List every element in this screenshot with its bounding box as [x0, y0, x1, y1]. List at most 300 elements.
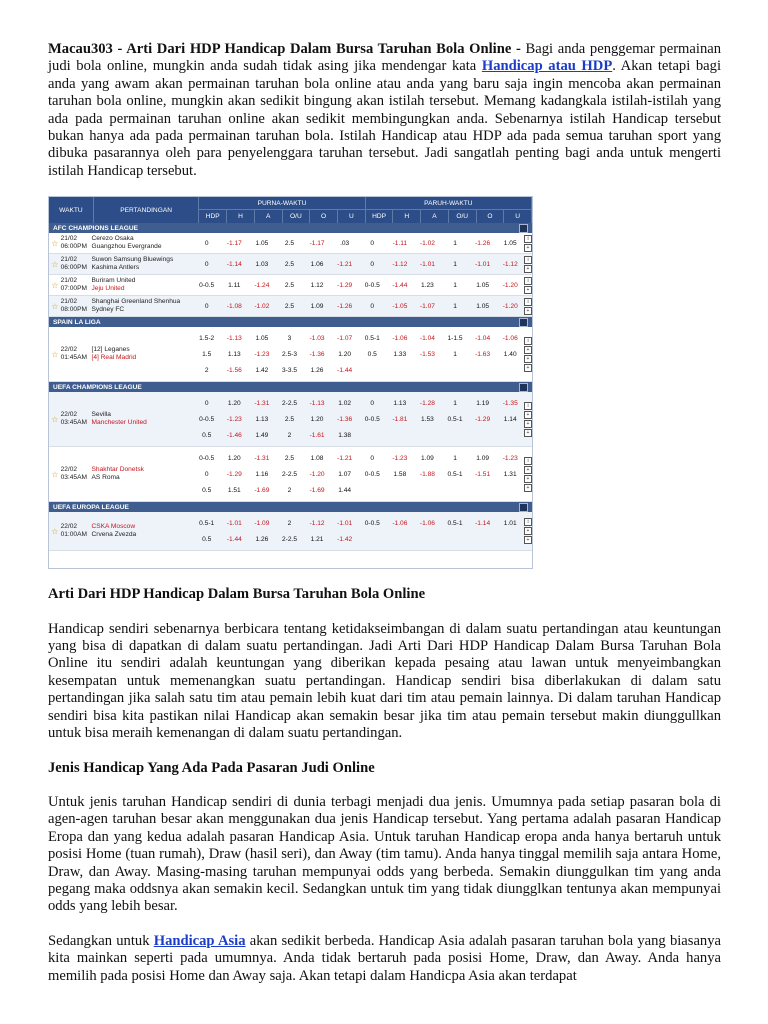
more-bets-icon[interactable]: + — [524, 536, 532, 544]
match-time — [61, 392, 92, 446]
more-bets-icon[interactable]: + — [524, 364, 532, 372]
match-row — [49, 296, 532, 317]
match-time: 06:00PM — [60, 243, 87, 251]
odds-cell: 2.5 — [284, 260, 295, 268]
match-row — [49, 392, 532, 447]
p2-post: akan sedikit berbeda. Handicap Asia adalah pasaran taruhan bola yang biasanya kita mainkan seperti pada umumnya. Anda tidak bertaruh pada posisi Home, Draw, dan Away. Anda hanya memilih pada posisi Home dan Away saja. Akan tetapi dalam Handicpa Asia akan terdapat — [48, 932, 721, 984]
odds-cell[interactable]: -1.11 — [392, 239, 408, 247]
col-pertandingan: PERTANDINGAN — [94, 197, 200, 223]
odds-cell[interactable]: 1.38 — [338, 431, 352, 439]
odds-cell[interactable]: -1.28 — [419, 399, 435, 407]
intro-text-1: Bagi anda penggemar permainan judi bola online, mungkin anda sudah tidak asing jika mendengar kata — [48, 41, 722, 75]
odds-cell: 0.5-1 — [447, 415, 463, 423]
odds-cell: 0.5 — [202, 486, 212, 494]
collapse-icon — [519, 383, 528, 392]
match-time — [61, 275, 92, 295]
odds-cell[interactable]: -1.20 — [502, 281, 518, 289]
odds-cell[interactable]: -1.17 — [226, 239, 242, 247]
info-icon[interactable]: i — [524, 337, 532, 345]
match-date: 22/02 — [60, 466, 78, 474]
odds-lines — [193, 296, 524, 316]
article — [48, 41, 721, 985]
odds-cell[interactable]: -1.44 — [337, 366, 353, 374]
odds-cell: 0-0.5 — [199, 281, 215, 289]
odds-cell[interactable]: 1.06 — [310, 260, 324, 268]
team-home: Cerezo Osaka — [91, 235, 134, 243]
odds-cell[interactable]: -1.06 — [392, 334, 408, 342]
odds-cell[interactable]: -1.69 — [254, 486, 270, 494]
odds-cell[interactable]: -1.01 — [419, 260, 435, 268]
odds-cell[interactable]: -1.12 — [502, 260, 518, 268]
match-time: 06:00PM — [60, 264, 87, 272]
odds-cell: 0 — [204, 302, 209, 310]
odds-cell[interactable]: 1.20 — [338, 350, 352, 358]
odds-cell[interactable]: -1.13 — [226, 334, 242, 342]
sub-col: U — [515, 213, 521, 221]
odds-cell: 2-2.5 — [281, 470, 297, 478]
odds-cell[interactable]: 1.26 — [310, 366, 324, 374]
league-row — [49, 382, 532, 392]
odds-cell[interactable]: -1.36 — [309, 350, 325, 358]
odds-cell[interactable]: 1.09 — [421, 454, 434, 462]
sub-col: O/U — [449, 210, 477, 223]
handicap-asia-link[interactable]: Handicap Asia — [153, 932, 246, 949]
odds-line — [193, 256, 524, 272]
group-full-subcols — [199, 210, 364, 223]
odds-cell[interactable]: -1.01 — [475, 260, 491, 268]
odds-cell[interactable]: 1.16 — [255, 470, 269, 478]
collapse-icon — [519, 224, 528, 233]
odds-cell[interactable]: -1.21 — [337, 454, 353, 462]
odds-lines — [193, 327, 524, 381]
odds-cell[interactable]: -1.04 — [475, 334, 491, 342]
team-away: [4] Real Madrid — [91, 354, 137, 362]
odds-cell: 1 — [453, 350, 457, 358]
odds-lines — [193, 233, 524, 253]
more-bets-icon[interactable]: + — [524, 484, 532, 492]
match-time: 03:45AM — [60, 419, 87, 427]
odds-cell[interactable]: -1.29 — [475, 415, 491, 423]
odds-cell: 2 — [287, 486, 292, 494]
info-icon[interactable]: i — [524, 518, 532, 526]
group-half-time — [366, 197, 532, 223]
odds-cell: 2.5 — [284, 281, 295, 289]
more-bets-icon[interactable]: + — [524, 307, 532, 315]
odds-cell[interactable]: -1.53 — [419, 350, 435, 358]
match-actions — [524, 392, 532, 446]
match-teams — [92, 233, 193, 253]
odds-cell: 1 — [453, 281, 457, 289]
info-icon[interactable]: i — [524, 235, 532, 243]
match-actions — [524, 233, 532, 253]
sub-col: A — [421, 210, 449, 223]
match-teams — [92, 254, 193, 274]
odds-line — [193, 298, 524, 314]
team-away: Sydney FC — [91, 306, 125, 314]
odds-cell[interactable]: 1.21 — [310, 535, 324, 543]
favorite-star-icon: ☆ — [51, 238, 59, 248]
more-bets-icon[interactable]: + — [524, 420, 532, 428]
odds-cell[interactable]: -1.12 — [392, 260, 408, 268]
league-name: AFC CHAMPIONS LEAGUE — [53, 224, 138, 232]
group-half-subcols — [366, 210, 531, 223]
odds-cell: 2-2.5 — [281, 535, 297, 543]
odds-lines — [193, 512, 524, 550]
team-away: Crvena Zvezda — [91, 531, 137, 539]
match-actions — [524, 275, 532, 295]
match-teams — [92, 392, 193, 446]
odds-cell[interactable]: -1.02 — [419, 239, 435, 247]
favorite-star-icon: ☆ — [51, 469, 59, 479]
odds-cell: 0-0.5 — [364, 415, 380, 423]
sub-col: HDP — [366, 210, 394, 223]
odds-cell[interactable]: -1.21 — [337, 260, 353, 268]
match-teams — [92, 327, 193, 381]
info-icon[interactable]: i — [524, 277, 532, 285]
odds-cell[interactable]: -1.88 — [419, 470, 435, 478]
odds-cell: 0 — [204, 239, 209, 247]
info-icon[interactable]: i — [524, 298, 532, 306]
odds-lines — [193, 275, 524, 295]
match-actions — [524, 296, 532, 316]
odds-cell[interactable]: -1.61 — [309, 431, 325, 439]
odds-cell: 2.5 — [284, 302, 295, 310]
odds-cell: 3-3.5 — [281, 366, 297, 374]
odds-line — [193, 427, 524, 443]
odds-cell[interactable]: 1.13 — [393, 399, 407, 407]
odds-cell: 0.5-1 — [447, 519, 463, 527]
match-date: 21/02 — [60, 256, 78, 264]
odds-cell[interactable]: -1.23 — [254, 350, 270, 358]
more-bets-icon[interactable]: + — [524, 527, 532, 535]
odds-cell[interactable]: -1.23 — [392, 454, 408, 462]
odds-cell[interactable]: 1.44 — [338, 486, 352, 494]
p2-pre: Sedangkan untuk — [48, 932, 154, 949]
odds-cell[interactable]: -1.01 — [337, 519, 353, 527]
section1-heading: Arti Dari HDP Handicap Dalam Bursa Taruhan Bola Online — [48, 586, 426, 603]
sub-col: O/U — [283, 210, 311, 223]
handicap-hdp-link[interactable]: Handicap atau HDP — [481, 58, 613, 75]
odds-cell[interactable]: -1.56 — [226, 366, 242, 374]
sub-col: A — [255, 210, 283, 223]
match-teams — [92, 447, 193, 501]
odds-lines — [193, 254, 524, 274]
odds-cell[interactable]: 1.09 — [310, 302, 324, 310]
odds-cell: 2 — [287, 519, 292, 527]
odds-cell[interactable]: -1.26 — [475, 239, 491, 247]
odds-cell[interactable]: -1.20 — [309, 470, 325, 478]
odds-cell[interactable]: 1.07 — [338, 470, 352, 478]
team-home: Shakhtar Donetsk — [91, 466, 144, 474]
odds-cell[interactable]: 1.11 — [228, 281, 241, 289]
odds-cell[interactable]: -1.31 — [254, 399, 270, 407]
odds-header — [49, 197, 532, 223]
match-date: 22/02 — [60, 346, 78, 354]
odds-cell: 0-0.5 — [364, 281, 380, 289]
odds-cell: 0.5 — [202, 535, 212, 543]
odds-cell[interactable]: -1.63 — [475, 350, 491, 358]
odds-cell[interactable]: -1.20 — [502, 302, 518, 310]
team-away: Manchester United — [91, 419, 147, 427]
more-bets-icon[interactable]: + — [524, 355, 532, 363]
odds-cell: 0 — [370, 260, 375, 268]
odds-cell[interactable]: -1.07 — [337, 334, 353, 342]
odds-cell: 1 — [453, 454, 457, 462]
match-time: 03:45AM — [60, 474, 87, 482]
odds-cell[interactable]: -1.04 — [419, 334, 435, 342]
match-time: 07:00PM — [60, 285, 87, 293]
team-home: CSKA Moscow — [91, 523, 136, 531]
odds-cell[interactable]: 1.19 — [476, 399, 490, 407]
odds-cell[interactable]: -1.17 — [309, 239, 325, 247]
odds-lines — [193, 447, 524, 501]
odds-line — [193, 277, 524, 293]
odds-cell: 0 — [204, 470, 209, 478]
more-bets-icon[interactable]: + — [524, 265, 532, 273]
odds-cell[interactable]: -1.01 — [226, 519, 242, 527]
league-row — [49, 317, 532, 327]
odds-cell[interactable]: 1.01 — [503, 519, 517, 527]
favorite-star-icon: ☆ — [51, 301, 59, 311]
favorite-star-icon: ☆ — [51, 280, 59, 290]
team-away: Jeju United — [91, 285, 125, 293]
match-date: 22/02 — [60, 523, 78, 531]
match-time: 08:00PM — [60, 306, 87, 314]
odds-cell[interactable]: 1.08 — [310, 454, 324, 462]
odds-cell[interactable]: 1.49 — [255, 431, 269, 439]
odds-cell: 1 — [453, 302, 457, 310]
odds-line — [193, 411, 524, 427]
odds-cell[interactable]: -1.46 — [226, 431, 242, 439]
odds-cell[interactable]: -1.06 — [392, 519, 408, 527]
odds-line — [193, 395, 524, 411]
odds-cell: 0 — [370, 399, 375, 407]
odds-lines — [193, 392, 524, 446]
odds-cell[interactable]: -1.69 — [309, 486, 325, 494]
odds-body — [49, 223, 532, 551]
odds-cell: 2.5 — [284, 454, 295, 462]
odds-cell[interactable]: -1.26 — [337, 302, 353, 310]
match-time — [61, 447, 92, 501]
odds-line — [193, 346, 524, 362]
group-full-time — [199, 197, 365, 223]
group-half-title: PARUH-WAKTU — [366, 197, 531, 210]
odds-cell[interactable]: 1.53 — [421, 415, 434, 423]
odds-line — [193, 235, 524, 251]
odds-cell[interactable]: 1.09 — [476, 454, 490, 462]
odds-cell[interactable]: 1.23 — [421, 281, 434, 289]
odds-cell: 0.5-1 — [199, 519, 215, 527]
more-bets-icon[interactable]: + — [524, 411, 532, 419]
more-bets-icon[interactable]: + — [524, 346, 532, 354]
section2-heading: Jenis Handicap Yang Ada Pada Pasaran Judi Online — [48, 759, 375, 776]
odds-cell[interactable]: -1.23 — [502, 454, 518, 462]
team-home: [12] Leganes — [91, 346, 130, 354]
more-bets-icon[interactable]: + — [524, 429, 532, 437]
match-row — [49, 327, 532, 382]
odds-cell: 2-2.5 — [281, 399, 297, 407]
team-away: Kashima Antlers — [91, 264, 140, 272]
odds-cell[interactable]: 1.13 — [227, 350, 241, 358]
match-teams — [92, 512, 193, 550]
odds-table-image — [48, 196, 533, 569]
favorite-star-icon: ☆ — [51, 414, 59, 424]
section1-body: Handicap sendiri sebenarnya berbicara tentang ketidakseimbangan di dalam suatu pertandingan atau keuntungan yang bisa di dapatkan di dalam suatu pertandingan. Jadi Arti Dari HDP Handicap Dalam Bursa Taruhan Bola Online itu sendiri adalah keuntungan yang diberikan kepada pesaing atau lawan untuk menyeimbangkan kesempatan untuk memenangkan suatu pertandingan. Handicap sendiri bisa diberlakukan di dalam satu pertandingan jika salah satu tim atau pemain lebih kuat dari tim atau pemain lainnya. Di dalam taruhan Handicap sendiri bisa kita pastikan nilai Handicap akan semakin besar jika tim atau pemain tersebut makin diunggullkan untuk bisa meraih kemenangan di dalam suatu pertandingan. — [48, 620, 721, 742]
odds-cell: 0-0.5 — [199, 415, 215, 423]
odds-cell[interactable]: 1.33 — [393, 350, 407, 358]
match-time: 01:45AM — [60, 354, 87, 362]
match-actions — [524, 447, 532, 501]
odds-cell: 3 — [287, 334, 292, 342]
odds-cell[interactable]: -1.81 — [392, 415, 408, 423]
odds-cell[interactable]: 1.58 — [393, 470, 407, 478]
odds-cell[interactable]: 1.05 — [503, 239, 517, 247]
intro-paragraph — [48, 41, 721, 180]
odds-cell: 1.5 — [202, 350, 212, 358]
intro-text-2: . Akan tetapi bagi anda yang awam akan permainan taruhan bola online atau anda yang baru saja ingin mencoba akan permainan taruhan bola online, mungkin akan sedikit bingung akan istilah tersebut. Memang kadangkala istilah-istilah yang ada pada permainan taruhan online akan sedikit membingungkan anda. Sebenarnya istilah Handicap tersebut bukan hanya ada pada permainan taruhan bola. Istilah Handicap atau HDP ada pada semua taruhan sport yang dibuka pasarannya oleh para penyelenggara taruhan tersebut. Jadi sangatlah penting bagi anda untuk mengerti istilah Handicap tersebut. — [48, 58, 721, 179]
info-icon[interactable]: i — [524, 457, 532, 465]
odds-cell[interactable]: -1.44 — [226, 535, 242, 543]
odds-line — [193, 362, 524, 378]
odds-cell[interactable]: -1.23 — [226, 415, 242, 423]
match-teams — [92, 296, 193, 316]
odds-cell[interactable]: -1.09 — [254, 519, 270, 527]
more-bets-icon[interactable]: + — [524, 286, 532, 294]
odds-cell: 2 — [287, 431, 292, 439]
odds-cell[interactable]: -1.35 — [502, 399, 518, 407]
odds-cell: 2 — [204, 366, 209, 374]
odds-cell[interactable]: 1.20 — [227, 399, 241, 407]
sub-col: H — [393, 210, 421, 223]
odds-cell: 0-0.5 — [199, 454, 215, 462]
odds-cell[interactable]: -1.42 — [337, 535, 353, 543]
odds-cell[interactable]: -1.29 — [226, 470, 242, 478]
odds-cell[interactable]: -1.08 — [226, 302, 242, 310]
odds-cell[interactable]: -1.14 — [475, 519, 491, 527]
league-name: UEFA EUROPA LEAGUE — [53, 503, 129, 511]
odds-cell[interactable]: 1.31 — [503, 470, 517, 478]
odds-cell[interactable]: -1.51 — [475, 470, 491, 478]
odds-cell[interactable]: -1.14 — [226, 260, 242, 268]
match-date: 21/02 — [60, 298, 78, 306]
favorite-star-icon: ☆ — [51, 526, 59, 536]
match-time — [61, 254, 92, 274]
odds-cell[interactable]: 1.40 — [503, 350, 517, 358]
odds-cell[interactable]: -1.36 — [337, 415, 353, 423]
odds-cell: 0.5-1 — [447, 470, 463, 478]
odds-cell: 0-0.5 — [364, 519, 380, 527]
odds-cell[interactable]: 1.05 — [255, 334, 269, 342]
match-date: 21/02 — [60, 235, 78, 243]
league-row — [49, 502, 532, 512]
match-actions — [524, 254, 532, 274]
odds-cell: 1 — [453, 239, 457, 247]
odds-cell: 0 — [204, 399, 209, 407]
odds-line — [193, 482, 524, 498]
sub-col: U — [348, 213, 354, 221]
team-away: AS Roma — [91, 474, 120, 482]
odds-cell[interactable]: -1.02 — [254, 302, 270, 310]
sub-col: O — [310, 210, 338, 223]
odds-cell: 0-0.5 — [364, 470, 380, 478]
odds-cell[interactable]: -1.24 — [254, 281, 270, 289]
more-bets-icon[interactable]: + — [524, 475, 532, 483]
odds-cell[interactable]: 1.05 — [476, 302, 490, 310]
info-icon[interactable]: i — [524, 256, 532, 264]
odds-cell[interactable]: 1.14 — [503, 415, 517, 423]
more-bets-icon[interactable]: + — [524, 466, 532, 474]
odds-cell: 2.5 — [284, 239, 295, 247]
odds-cell[interactable]: -1.06 — [419, 519, 435, 527]
odds-cell: 0 — [370, 239, 375, 247]
odds-cell[interactable]: -1.31 — [254, 454, 270, 462]
team-away: Guangzhou Evergrande — [91, 243, 162, 251]
odds-cell[interactable]: 1.26 — [255, 535, 269, 543]
odds-cell[interactable]: 1.03 — [255, 260, 269, 268]
team-home: Shanghai Greenland Shenhua — [91, 298, 181, 306]
match-time — [61, 327, 92, 381]
odds-cell[interactable]: -1.44 — [392, 281, 408, 289]
odds-line — [193, 450, 524, 466]
info-icon[interactable]: i — [524, 402, 532, 410]
favorite-star-icon: ☆ — [51, 259, 59, 269]
odds-cell[interactable]: 1.12 — [310, 281, 324, 289]
more-bets-icon[interactable]: + — [524, 244, 532, 252]
odds-line — [193, 330, 524, 346]
match-time: 01:00AM — [60, 531, 87, 539]
odds-cell[interactable]: 1.51 — [227, 486, 241, 494]
sub-col: O — [477, 210, 505, 223]
odds-cell[interactable]: -1.29 — [337, 281, 353, 289]
odds-cell[interactable]: 1.02 — [338, 399, 352, 407]
match-row — [49, 233, 532, 254]
odds-cell: 2.5-3 — [281, 350, 297, 358]
sub-col: H — [227, 210, 255, 223]
odds-cell[interactable]: 1.20 — [227, 454, 241, 462]
league-name: SPAIN LA LIGA — [53, 318, 101, 326]
odds-cell[interactable]: 1.05 — [476, 281, 490, 289]
odds-line — [193, 515, 524, 531]
odds-cell[interactable]: -1.12 — [309, 519, 325, 527]
odds-cell: 0.5 — [367, 350, 377, 358]
team-home: Sevilla — [91, 411, 111, 419]
odds-cell: 1 — [453, 399, 457, 407]
team-home: Suwon Samsung Bluewings — [91, 256, 174, 264]
odds-cell[interactable]: -1.03 — [309, 334, 325, 342]
odds-cell: 0 — [204, 260, 209, 268]
odds-cell[interactable]: -1.06 — [502, 334, 518, 342]
match-time — [61, 512, 92, 550]
odds-cell[interactable]: 1.42 — [255, 366, 269, 374]
odds-cell[interactable]: .03 — [340, 239, 350, 247]
favorite-star-icon: ☆ — [51, 349, 59, 359]
odds-cell: 1-1.5 — [447, 334, 463, 342]
section2-body: Untuk jenis taruhan Handicap sendiri di dunia terbagi menjadi dua jenis. Umumnya pada setiap pasaran bola di agen-agen taruhan besar akan menggunakan dua jenis Handicap tersebut. Yang pertama adalah pasaran Handicap Eropa dan yang kedua adalah pasaran Handicap Asia. Untuk taruhan Handicap eropa anda hanya bertaruh untuk posisi Home (tuan rumah), Draw (hasil seri), dan Away (tim tamu). Anda hanya tinggal memilih saja antara Home, Draw, dan Away. Masing-masing taruhan mempunyai odds yang berbeda. Semakin diunggulkan tim yang anda pegang maka oddsnya akan semakin kecil. Sedangkan untuk tim yang tidak diungglkan tentunya akan mempunyai odds yang lebih besar. — [48, 793, 721, 915]
odds-cell: 1.5-2 — [199, 334, 215, 342]
match-actions — [524, 512, 532, 550]
odds-cell[interactable]: 1.20 — [310, 415, 324, 423]
match-row — [49, 447, 532, 502]
odds-cell: 0 — [370, 302, 375, 310]
match-time — [61, 296, 92, 316]
odds-cell[interactable]: 1.05 — [255, 239, 269, 247]
match-row — [49, 275, 532, 296]
odds-cell[interactable]: 1.13 — [255, 415, 269, 423]
odds-cell[interactable]: -1.07 — [419, 302, 435, 310]
odds-cell[interactable]: -1.13 — [309, 399, 325, 407]
league-name: UEFA CHAMPIONS LEAGUE — [53, 383, 142, 391]
odds-cell[interactable]: -1.05 — [392, 302, 408, 310]
